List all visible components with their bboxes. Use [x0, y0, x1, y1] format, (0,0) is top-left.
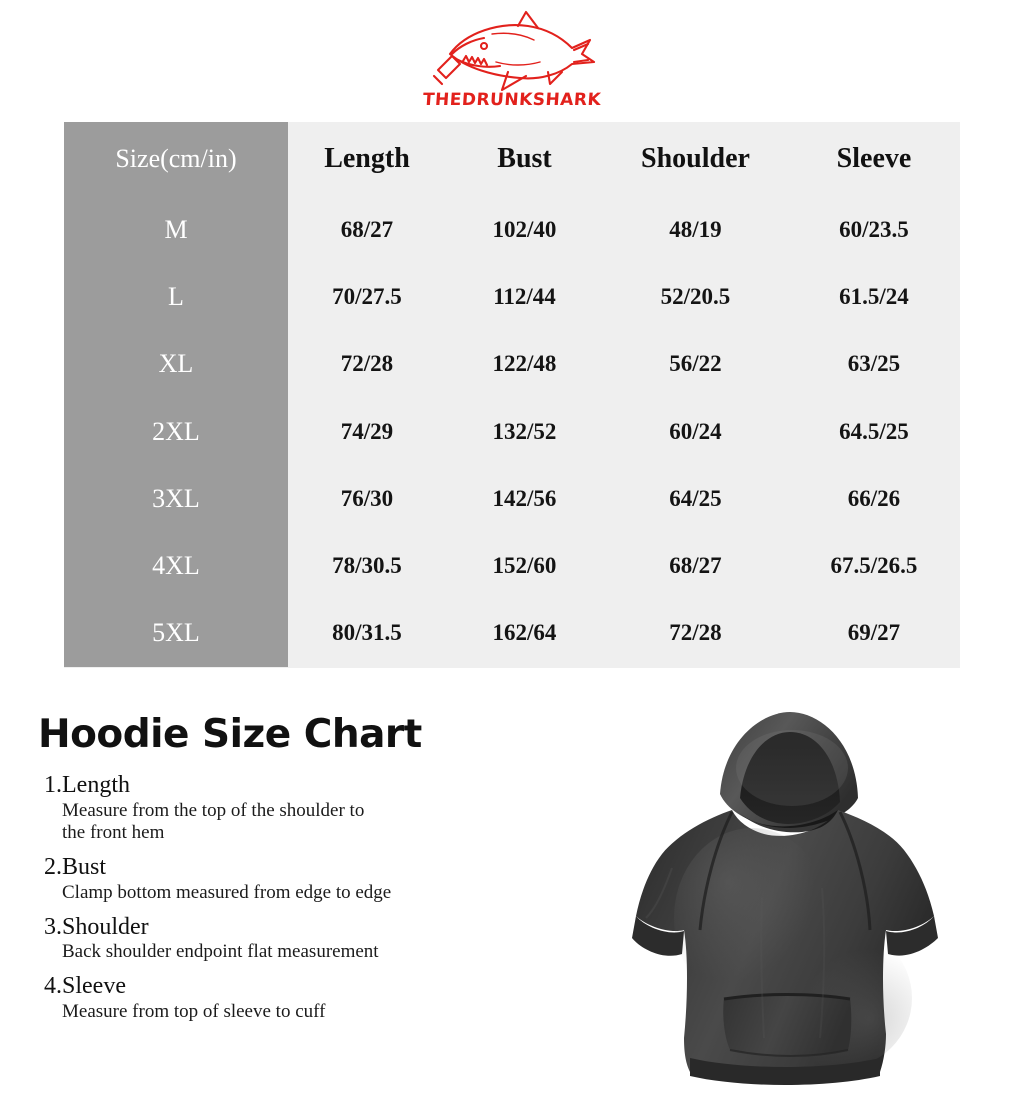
cell-shoulder: 64/25	[669, 485, 722, 511]
cell-length: 76/30	[340, 485, 394, 511]
cell-bust: 142/56	[492, 485, 557, 511]
cell-sleeve: 63/25	[847, 351, 901, 377]
column-header-bust: Bust	[497, 143, 552, 174]
column-header-size: Size(cm/in)	[64, 122, 288, 196]
row-label: 3XL	[64, 465, 288, 532]
cell-bust: 122/48	[492, 351, 557, 377]
size-chart-table	[64, 122, 960, 667]
cell-shoulder: 48/19	[669, 216, 722, 242]
table-row	[64, 398, 960, 465]
row-label: 2XL	[64, 398, 288, 465]
cell-shoulder: 68/27	[669, 553, 722, 579]
cell-sleeve: 64.5/25	[839, 418, 909, 444]
measurement-guide-section	[0, 690, 1024, 1103]
table-header-row	[64, 122, 960, 196]
cell-length: 68/27	[340, 216, 394, 242]
cell-length: 74/29	[340, 418, 394, 444]
list-item	[44, 772, 564, 845]
note-text: Back shoulder endpoint flat measurement	[62, 941, 379, 963]
table-row	[64, 196, 960, 263]
note-text: Measure from the top of the shoulder to the front hem	[62, 799, 365, 844]
cell-sleeve: 69/27	[847, 620, 901, 646]
note-text: Clamp bottom measured from edge to edge	[62, 881, 392, 903]
row-label: 5XL	[64, 600, 288, 667]
cell-length: 78/30.5	[332, 553, 402, 579]
cell-sleeve: 66/26	[847, 485, 901, 511]
row-label: L	[64, 263, 288, 330]
cell-shoulder: 52/20.5	[660, 283, 731, 309]
cell-length: 72/28	[340, 351, 394, 377]
cell-bust: 112/44	[493, 283, 556, 309]
column-header-length: Length	[324, 143, 410, 174]
row-label: M	[64, 196, 288, 263]
table-row	[64, 532, 960, 599]
column-header-shoulder: Shoulder	[641, 143, 750, 174]
measurement-notes-list	[44, 772, 564, 1032]
cell-bust: 162/64	[492, 620, 557, 646]
row-label: 4XL	[64, 532, 288, 599]
brand-logo	[0, 8, 1024, 112]
list-item	[44, 914, 564, 964]
cell-sleeve: 61.5/24	[839, 283, 909, 309]
shark-logo-icon	[422, 10, 602, 96]
cell-shoulder: 60/24	[669, 418, 722, 444]
cell-shoulder: 56/22	[669, 351, 722, 377]
list-item	[44, 973, 564, 1023]
column-header-sleeve: Sleeve	[836, 143, 912, 174]
size-chart-table-container	[64, 122, 960, 668]
brand-wordmark: THEDRUNKSHARK	[422, 90, 602, 110]
cell-bust: 102/40	[492, 216, 557, 242]
table-row	[64, 465, 960, 532]
cell-sleeve: 67.5/26.5	[830, 553, 918, 579]
hoodie-illustration	[612, 698, 942, 1098]
cell-length: 80/31.5	[332, 620, 402, 646]
note-text: Measure from top of sleeve to cuff	[62, 1000, 326, 1022]
table-row	[64, 600, 960, 667]
note-heading: 3.Shoulder	[44, 913, 149, 940]
cell-sleeve: 60/23.5	[839, 216, 909, 242]
note-heading: 4.Sleeve	[44, 972, 126, 999]
cell-length: 70/27.5	[332, 283, 402, 309]
note-heading: 1.Length	[44, 772, 130, 798]
cell-bust: 132/52	[492, 418, 557, 444]
list-item	[44, 854, 564, 904]
cell-bust: 152/60	[492, 553, 557, 579]
row-label: XL	[64, 331, 288, 398]
page-title: Hoodie Size Chart	[38, 712, 422, 757]
cell-shoulder: 72/28	[669, 620, 722, 646]
table-row	[64, 331, 960, 398]
table-row	[64, 263, 960, 330]
note-heading: 2.Bust	[44, 854, 107, 881]
